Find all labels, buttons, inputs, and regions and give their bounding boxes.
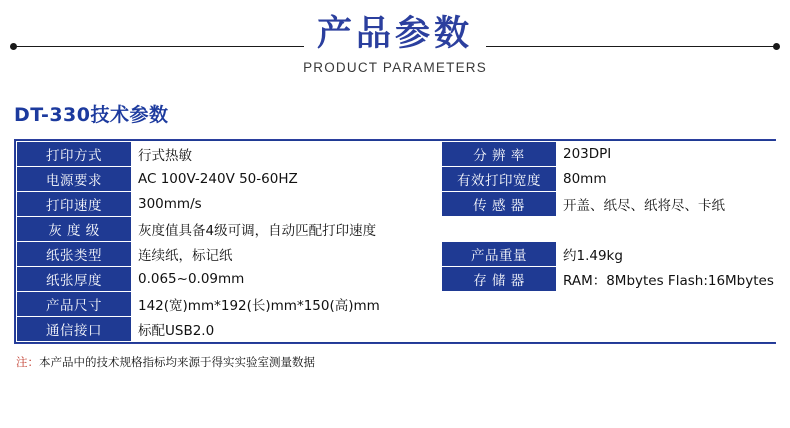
- spec-label: 纸张类型: [17, 242, 132, 267]
- spec-value: RAM：8Mbytes Flash:16Mbytes: [557, 267, 779, 292]
- spec-label: 存 储 器: [442, 267, 557, 292]
- spec-label: 传 感 器: [442, 192, 557, 217]
- page-title-en: PRODUCT PARAMETERS: [303, 60, 487, 75]
- spec-label: 产品重量: [442, 242, 557, 267]
- spec-label: 有效打印宽度: [442, 167, 557, 192]
- footnote-text: 本产品中的技术规格指标均来源于得实实验室测量数据: [39, 355, 315, 369]
- spec-value: 约1.49kg: [557, 242, 779, 267]
- header-titles: [0, 12, 790, 79]
- table-row: [17, 192, 779, 217]
- spec-value: 80mm: [557, 167, 779, 192]
- table-row: [17, 292, 779, 317]
- table-row: [17, 317, 779, 342]
- spec-value: 标配USB2.0: [132, 317, 779, 342]
- spec-label: 打印速度: [17, 192, 132, 217]
- spec-table: [16, 141, 779, 342]
- spec-value: 0.065~0.09mm: [132, 267, 442, 292]
- spec-label: 电源要求: [17, 167, 132, 192]
- table-row: [17, 142, 779, 167]
- spec-table-wrapper: [14, 139, 776, 344]
- table-row: [17, 217, 779, 242]
- table-row: [17, 167, 779, 192]
- spec-value: 300mm/s: [132, 192, 442, 217]
- spec-value: 开盖、纸尽、纸将尽、卡纸: [557, 192, 779, 217]
- spec-label: 通信接口: [17, 317, 132, 342]
- table-row: [17, 267, 779, 292]
- table-row: [17, 242, 779, 267]
- spec-value: 142(宽)mm*192(长)mm*150(高)mm: [132, 292, 779, 317]
- spec-label: 分 辨 率: [442, 142, 557, 167]
- spec-value: 灰度值具备4级可调，自动匹配打印速度: [132, 217, 779, 242]
- spec-label: 产品尺寸: [17, 292, 132, 317]
- footnote-mark: 注：: [16, 355, 39, 369]
- page-header: [0, 0, 790, 92]
- spec-value: AC 100V-240V 50-60HZ: [132, 167, 442, 192]
- spec-value: 203DPI: [557, 142, 779, 167]
- spec-value: 连续纸，标记纸: [132, 242, 442, 267]
- spec-value: 行式热敏: [132, 142, 442, 167]
- footnote: [16, 354, 790, 370]
- spec-label: 打印方式: [17, 142, 132, 167]
- page-title-cn: 产品参数: [316, 14, 473, 54]
- spec-label: 纸张厚度: [17, 267, 132, 292]
- section-title: DT-330技术参数: [14, 104, 169, 126]
- spec-label: 灰 度 级: [17, 217, 132, 242]
